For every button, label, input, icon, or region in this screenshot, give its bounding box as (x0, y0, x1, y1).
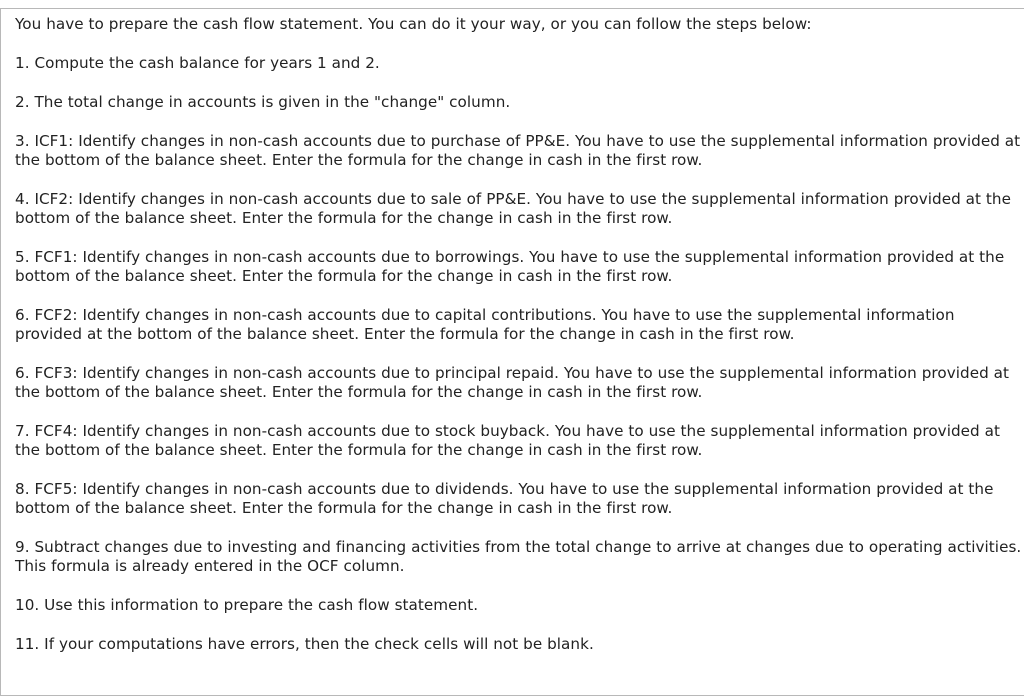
instructions-intro: You have to prepare the cash flow statement. You can do it your way, or you can follow the steps below: (15, 15, 812, 33)
step-9: 9. Subtract changes due to investing and financing activities from the total change to arrive at changes due to operating activities. This formula is already entered in the OCF column. (15, 538, 1022, 575)
step-2: 2. The total change in accounts is given in the "change" column. (15, 93, 511, 111)
step-7: 7. FCF4: Identify changes in non-cash accounts due to stock buyback. You have to use the supplemental information provided at the bottom of the balance sheet. Enter the formula for the change in cash in the first row. (15, 422, 1000, 459)
step-4: 4. ICF2: Identify changes in non-cash accounts due to sale of PP&E. You have to use the supplemental information provided at the bottom of the balance sheet. Enter the formula for the change in cash in the first row. (15, 190, 1011, 227)
step-6b: 6. FCF3: Identify changes in non-cash accounts due to principal repaid. You have to use the supplemental information provided at the bottom of the balance sheet. Enter the formula for the change in cash in the first row. (15, 364, 1010, 401)
step-11: 11. If your computations have errors, then the check cells will not be blank. (15, 635, 594, 653)
step-3: 3. ICF1: Identify changes in non-cash accounts due to purchase of PP&E. You have to use the supplemental information provided at the bottom of the balance sheet. Enter the formula for the change in cash in the first row. (15, 132, 1021, 169)
step-8: 8. FCF5: Identify changes in non-cash accounts due to dividends. You have to use the supplemental information provided at the bottom of the balance sheet. Enter the formula for the change in cash in the first row. (15, 480, 994, 517)
step-10: 10. Use this information to prepare the cash flow statement. (15, 596, 479, 614)
instructions-panel (0, 8, 1024, 696)
step-5: 5. FCF1: Identify changes in non-cash accounts due to borrowings. You have to use the supplemental information provided at the bottom of the balance sheet. Enter the formula for the change in cash in the first row. (15, 248, 1005, 285)
step-6a: 6. FCF2: Identify changes in non-cash accounts due to capital contributions. You have to use the supplemental information provided at the bottom of the balance sheet. Enter the formula for the change in cash in the first row. (15, 306, 955, 343)
step-1: 1. Compute the cash balance for years 1 and 2. (15, 54, 380, 72)
